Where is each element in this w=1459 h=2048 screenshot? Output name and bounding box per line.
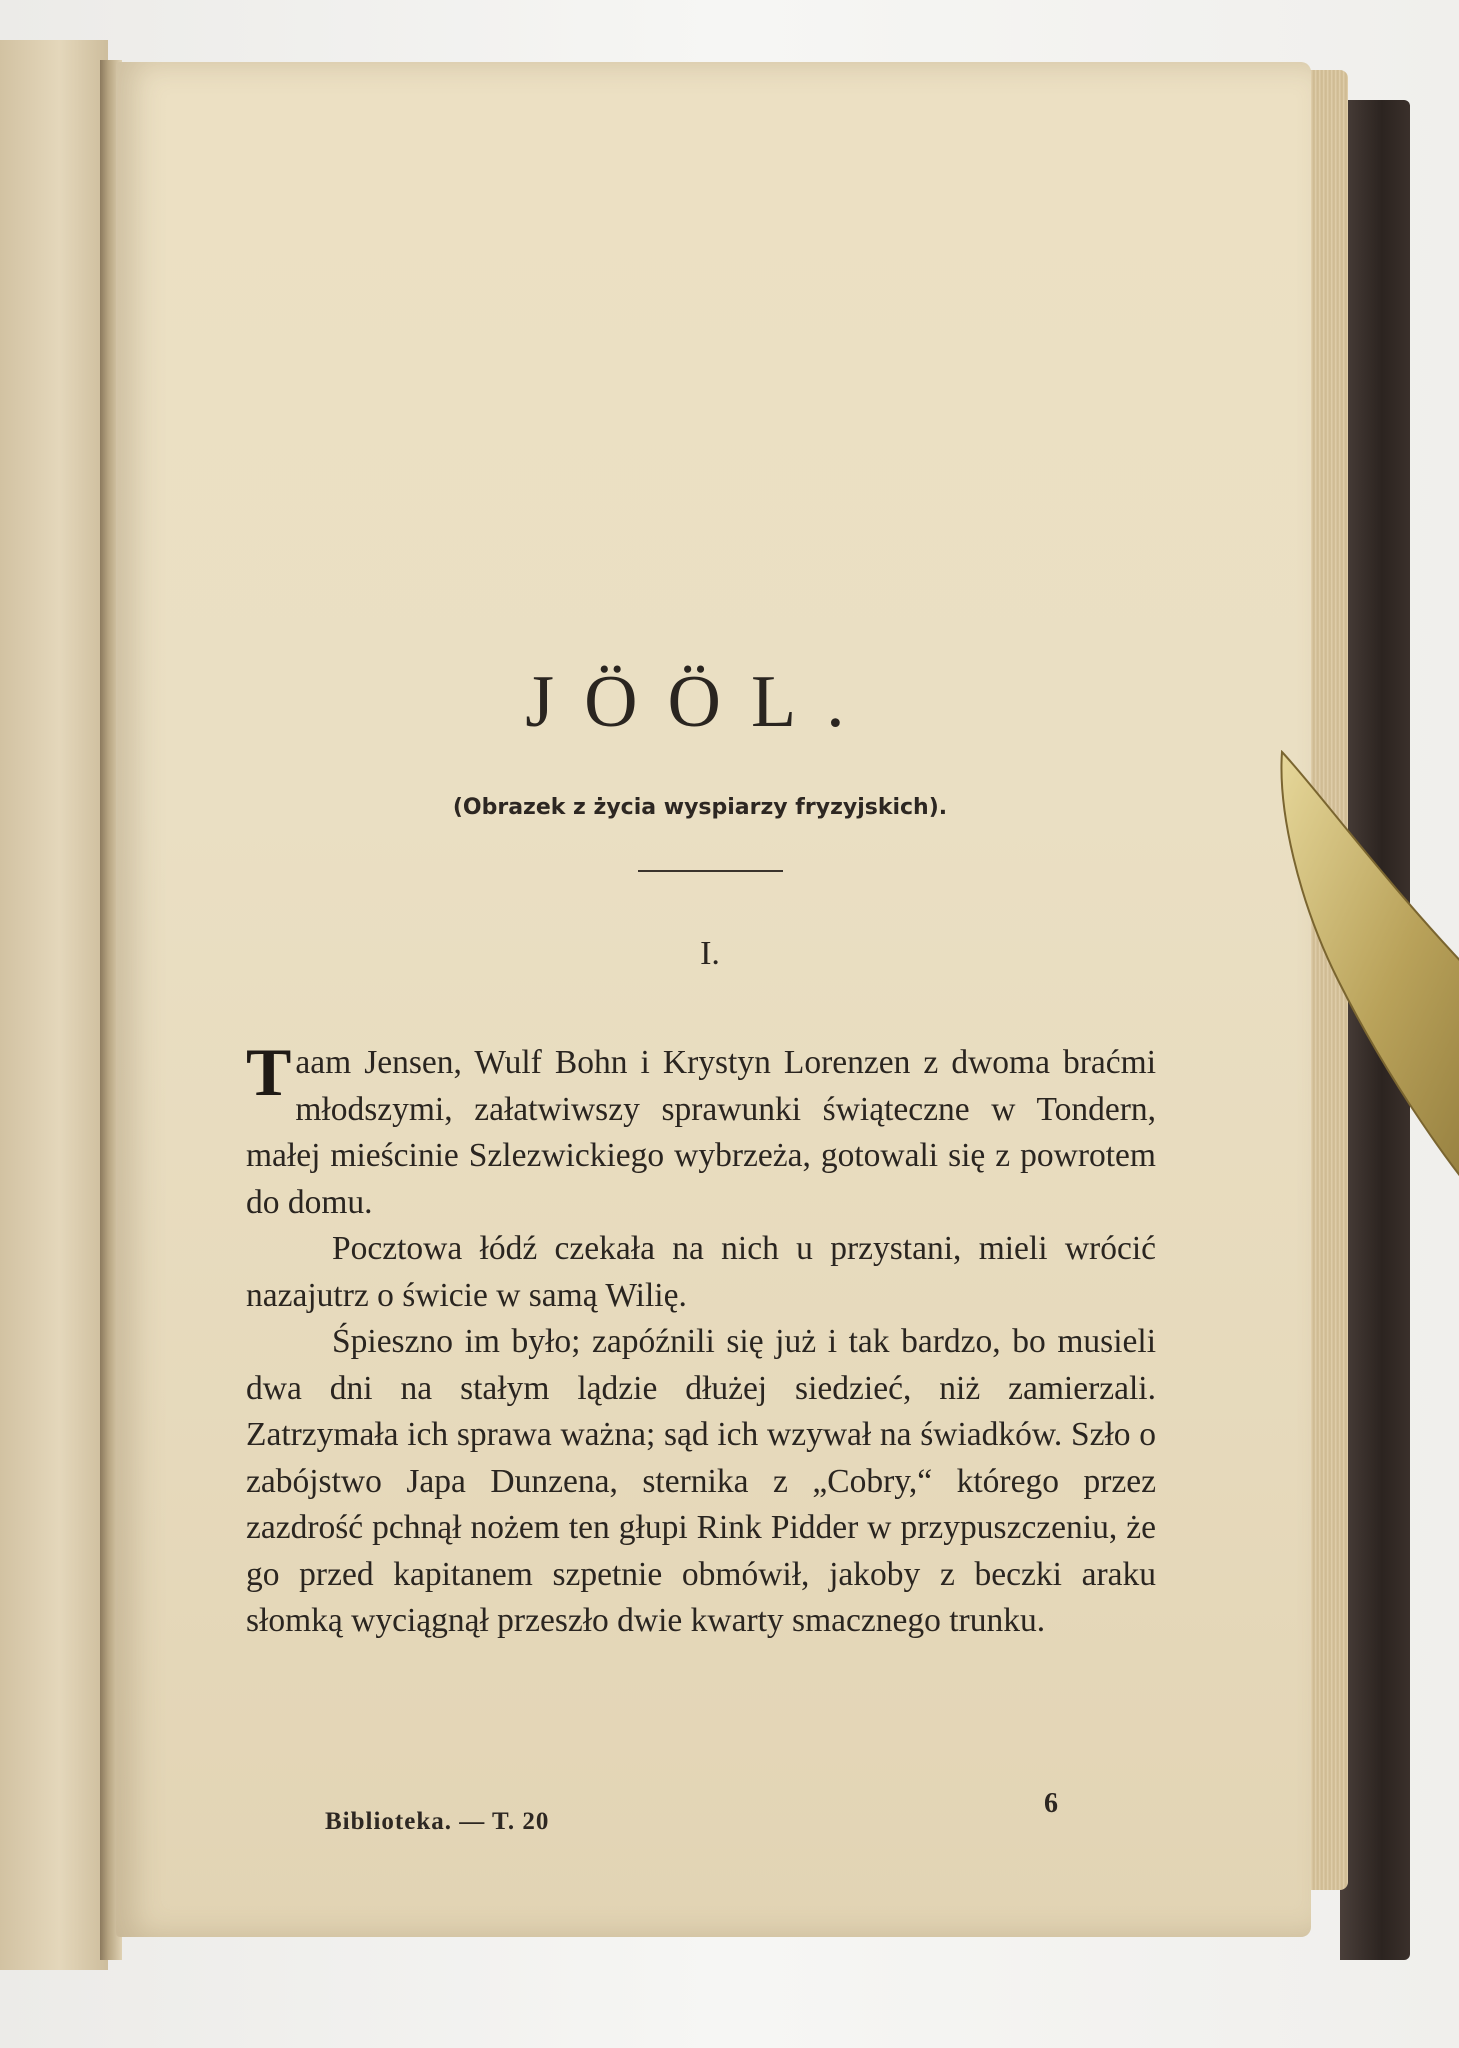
- paragraph-1-text: aam Jensen, Wulf Bohn i Krystyn Lorenzen z dwoma braćmi młodszymi, załatwiwszy sprawunki świąteczne w Tondern, małej mieścinie Szlezwickiego wybrzeża, gotowali się z powrotem do domu.: [246, 1044, 1156, 1221]
- chapter-number: I.: [700, 935, 720, 972]
- drop-cap: T: [246, 1034, 292, 1110]
- paragraph-1: [246, 1034, 1156, 1226]
- divider: [638, 870, 783, 872]
- brass-bookmark-icon: [1278, 750, 1459, 1250]
- page-number: 6: [1044, 1788, 1058, 1819]
- left-page: [0, 40, 108, 1970]
- page-subtitle: (Obrazek z życia wyspiarzy fryzyjskich).: [452, 795, 948, 820]
- body-text: [246, 1034, 1156, 1645]
- footer-signature: Biblioteka. — T. 20: [325, 1808, 550, 1835]
- paragraph-2: Pocztowa łódź czekała na nich u przystani, mieli wrócić nazajutrz o świcie w samą Wilię.: [246, 1230, 1156, 1314]
- page-title: JÖÖL.: [525, 661, 875, 743]
- right-page: [116, 62, 1311, 1937]
- paragraph-3: Śpieszno im było; zapóźnili się już i tak bardzo, bo musieli dwa dni na stałym lądzie dłużej siedzieć, niż zamierzali. Zatrzymała ich sprawa ważna; sąd ich wzywał na świadków. Szło o zabójstwo Japa Dunzena, sternika z „Cobry,“ którego przez zazdrość pchnął nożem ten głupi Rink Pidder w przypuszczeniu, że go przed kapitanem szpetnie obmówił, jakoby z beczki araku słomką wyciągnął przeszło dwie kwarty smacznego trunku.: [246, 1323, 1156, 1639]
